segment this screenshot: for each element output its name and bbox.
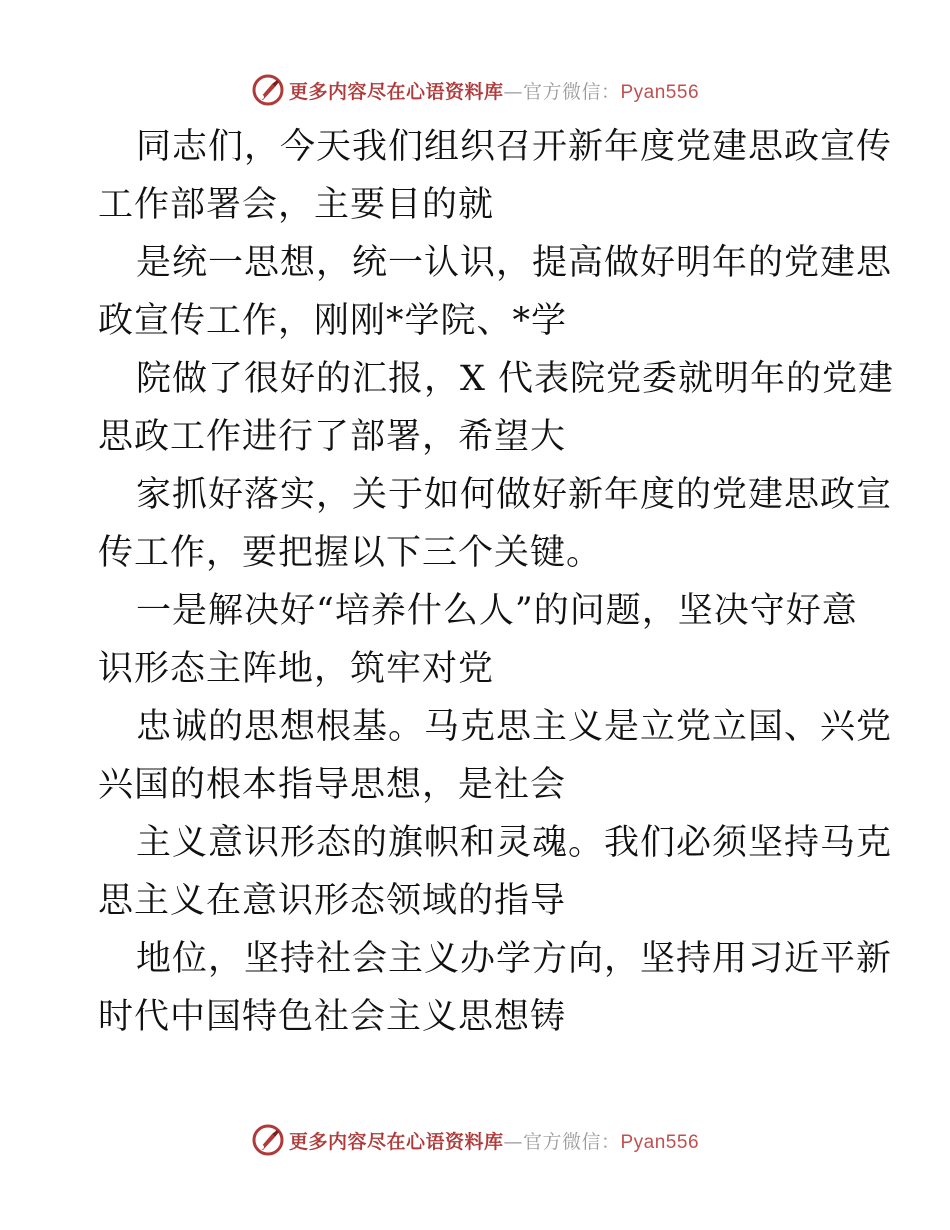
paragraph-line: 是统一思想，统一认识，提高做好明年的党建思 — [136, 243, 893, 283]
footer-wechat-id: Pyan556 — [620, 1131, 700, 1153]
paragraph-line: 主义意识形态的旗帜和灵魂。我们必须坚持马克 — [136, 823, 893, 863]
paragraph — [98, 814, 893, 930]
paragraph-line: 传工作，要把握以下三个关键。 — [98, 533, 603, 573]
paragraph — [98, 930, 893, 1046]
paragraph-line: 地位，坚持社会主义办学方向，坚持用习近平新 — [136, 939, 893, 979]
paragraph-line: 工作部署会，主要目的就 — [98, 185, 495, 225]
footer-wechat-label: 官方微信： — [522, 1130, 621, 1153]
paragraph — [98, 466, 893, 582]
paragraph-line: 一是解决好“培养什么人”的问题，坚决守好意 — [136, 591, 858, 631]
paragraph-line: 思政工作进行了部署，希望大 — [98, 417, 567, 457]
document-body — [98, 118, 895, 1046]
paragraph-line: 忠诚的思想根基。马克思主义是立党立国、兴党 — [136, 707, 893, 747]
header-wechat-label: 官方微信： — [522, 80, 621, 103]
paragraph — [98, 350, 895, 466]
paragraph — [98, 698, 893, 814]
header-brand: 更多内容尽在心语资料库 — [288, 80, 504, 103]
paragraph-line: 时代中国特色社会主义思想铸 — [98, 997, 567, 1037]
header-wechat-id: Pyan556 — [620, 81, 700, 103]
header-text — [289, 77, 699, 104]
paragraph-line: 院做了很好的汇报，X 代表院党委就明年的党建 — [136, 359, 895, 399]
paragraph-line: 识形态主阵地，筑牢对党 — [98, 649, 495, 689]
footer-dash: — — [503, 1130, 523, 1153]
footer-brand: 更多内容尽在心语资料库 — [288, 1130, 504, 1153]
paragraph-line: 家抓好落实，关于如何做好新年度的党建思政宣 — [136, 475, 893, 515]
paragraph-line: 同志们，今天我们组织召开新年度党建思政宣传 — [136, 127, 893, 167]
header-dash: — — [503, 80, 523, 103]
paragraph — [98, 582, 858, 698]
footer-text — [289, 1127, 699, 1154]
pen-logo-icon — [251, 73, 285, 107]
paragraph — [98, 234, 893, 350]
paragraph-line: 思主义在意识形态领域的指导 — [98, 881, 567, 921]
paragraph-line: 兴国的根本指导思想，是社会 — [98, 765, 567, 805]
paragraph-line: 政宣传工作，刚刚*学院、*学 — [98, 301, 568, 341]
footer-banner — [0, 1118, 950, 1162]
header-banner — [0, 68, 950, 112]
pen-logo-icon — [251, 1123, 285, 1157]
paragraph — [98, 118, 893, 234]
